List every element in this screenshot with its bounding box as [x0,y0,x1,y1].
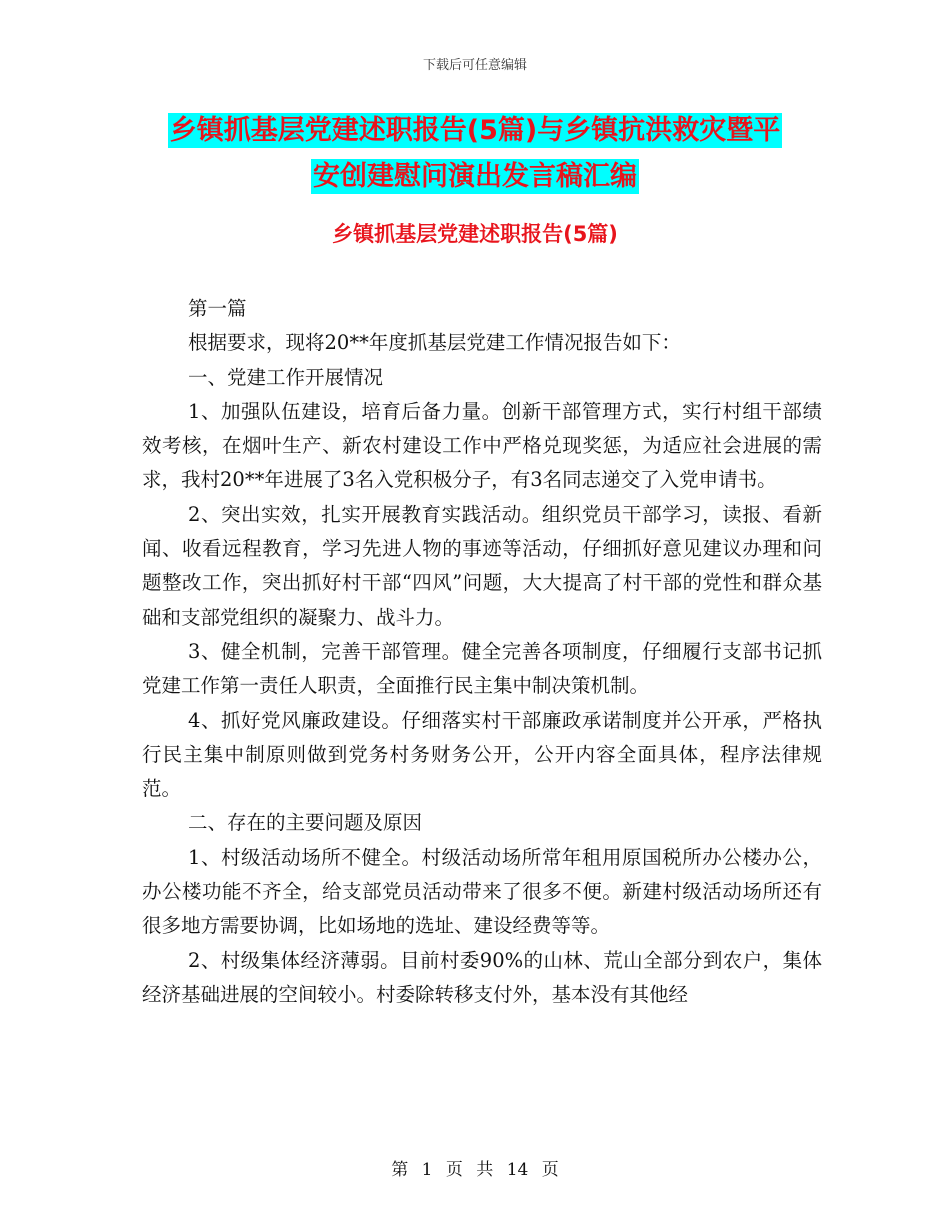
paragraph: 1、村级活动场所不健全。村级活动场所常年租用原国税所办公楼办公，办公楼功能不齐全，给支部党员活动带来了很多不便。新建村级活动场所还有很多地方需要协调，比如场地的选址、建设经费等等。 [142,845,822,938]
paragraph: 3、健全机制，完善干部管理。健全完善各项制度，仔细履行支部书记抓党建工作第一责任人职责，全面推行民主集中制决策机制。 [142,639,822,698]
page-footer: 第 1 页 共 14 页 [391,1160,559,1180]
title-line-2: 安创建慰问演出发言稿汇编 [313,161,637,192]
paragraph: 4、抓好党风廉政建设。仔细落实村干部廉政承诺制度并公开承，严格执行民主集中制原则做到党务村务财务公开，公开内容全面具体，程序法律规范。 [142,708,822,801]
page-header-note: 下载后可任意编辑 [422,58,527,73]
paragraph: 2、村级集体经济薄弱。目前村委90%的山林、荒山全部分到农户，集体经济基础进展的空间较小。村委除转移支付外，基本没有其他经 [142,948,822,1006]
document-title [0,108,950,200]
paragraph: 根据要求，现将20**年度抓基层党建工作情况报告如下： [188,331,681,355]
paragraph: 二、存在的主要问题及原因 [188,811,423,835]
paragraph: 1、加强队伍建设，培育后备力量。创新干部管理方式，实行村组干部绩效考核，在烟叶生产、新农村建设工作中严格兑现奖惩，为适应社会进展的需求，我村20**年进展了3名入党积极分子，有3名同志递交了入党申请书。 [142,399,822,492]
section-title: 乡镇抓基层党建述职报告(5篇) [332,222,618,246]
paragraph: 2、突出实效，扎实开展教育实践活动。组织党员干部学习，读报、看新闻、收看远程教育，学习先进人物的事迹等活动，仔细抓好意见建议办理和问题整改工作，突出抓好村干部“四风”问题，大大提高了村干部的党性和群众基础和支部党组织的凝聚力、战斗力。 [142,502,822,629]
paragraph: 第一篇 [188,297,247,320]
paragraph: 一、党建工作开展情况 [188,365,384,389]
document-body [142,292,822,1012]
title-line-1: 乡镇抓基层党建述职报告(5篇)与乡镇抗洪救灾暨平 [169,115,781,146]
